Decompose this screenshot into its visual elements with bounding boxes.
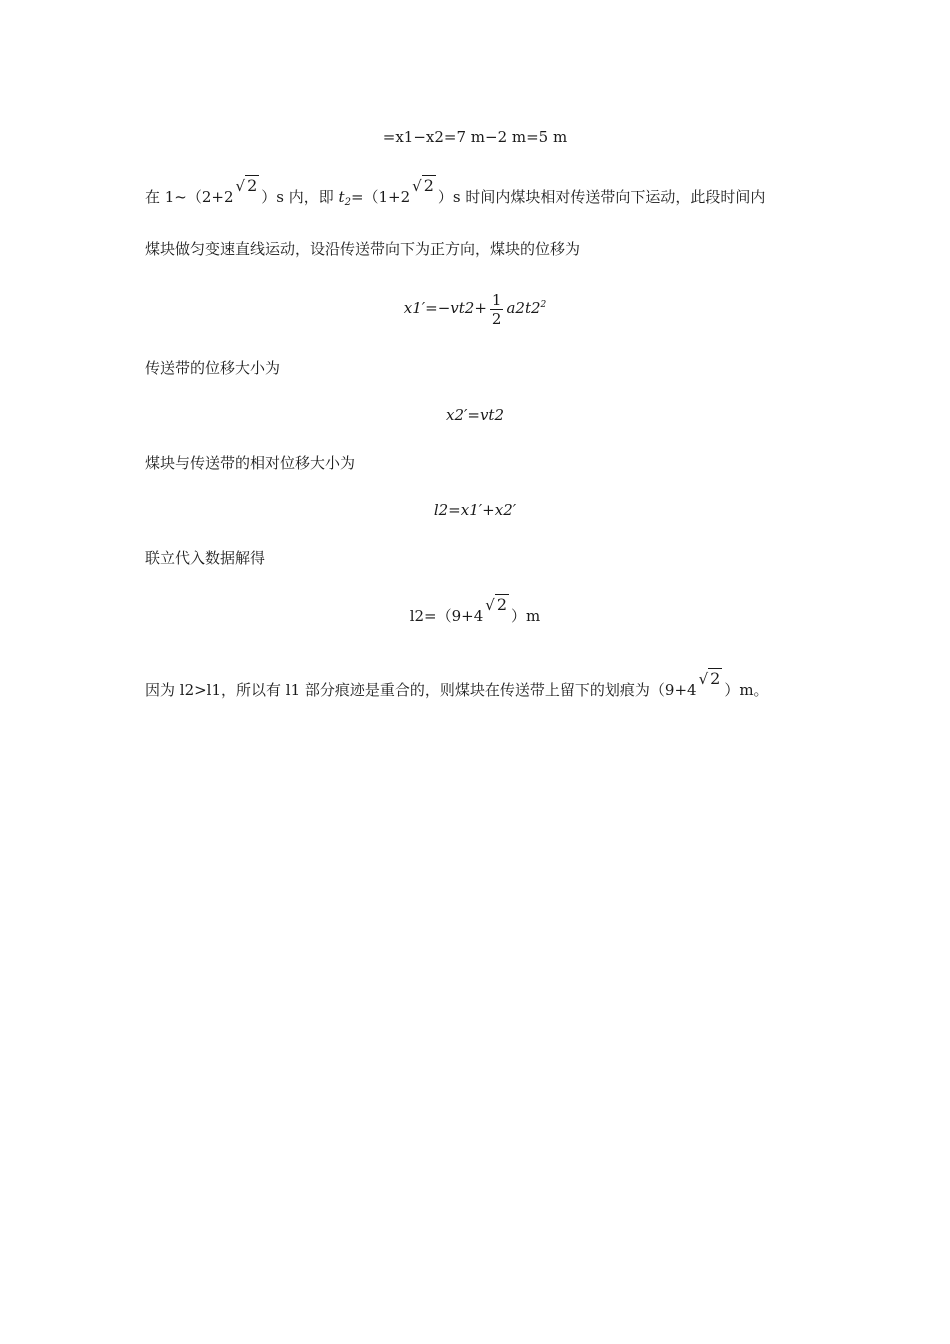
- equation-relative-displacement-1: [0, 127, 950, 147]
- equation-relative-displacement-2: [0, 500, 950, 520]
- text-segment: ）m。: [724, 681, 769, 699]
- equation-text: l2=x1′+x2′: [433, 501, 517, 519]
- paragraph-belt-displacement: 传送带的位移大小为: [145, 359, 281, 377]
- equation-lhs: x1′=−vt2+: [403, 299, 487, 317]
- equation-text: x2′=vt2: [445, 406, 505, 424]
- fraction-one-half: $\frac{1}{2}$: [491, 290, 502, 328]
- equation-rhs: a2t2: [506, 299, 541, 317]
- equation-block-displacement: [0, 287, 950, 328]
- sqrt-2: √ 2: [412, 176, 434, 195]
- paragraph-conclusion: [145, 669, 769, 700]
- paragraph-motion: 煤块做匀变速直线运动，设沿传送带向下为正方向，煤块的位移为: [145, 240, 581, 258]
- text-segment: l2=（9+4: [409, 607, 484, 625]
- text-segment: ）s 内，即: [261, 188, 339, 206]
- text-segment: 因为 l2>l1，所以有 l1 部分痕迹是重合的，则煤块在传送带上留下的划痕为（9+4: [145, 681, 697, 699]
- equation-text: =x1−x2=7 m−2 m=5 m: [382, 128, 568, 146]
- paragraph-solve: 联立代入数据解得: [145, 549, 266, 567]
- sqrt-2: √ 2: [485, 595, 508, 614]
- equation-belt-displacement: [0, 405, 950, 425]
- text-segment: ）s 时间内煤块相对传送带向下运动，此段时间内: [437, 188, 766, 206]
- equation-result: [0, 595, 950, 626]
- exponent: 2: [540, 300, 547, 310]
- text-segment: 在 1~（2+2: [145, 188, 234, 206]
- text-segment: =（1+2: [350, 188, 411, 206]
- text-segment: ）m: [511, 607, 541, 625]
- paragraph-relative-displacement: 煤块与传送带的相对位移大小为: [145, 454, 356, 472]
- sqrt-2: √ 2: [698, 669, 721, 688]
- paragraph-time-interval: 在 1~（2+2√ 2）s 内，即 $t_2=(1+2√$ 2）s 时间内煤块相对传送带向下运动，此段时间内: [145, 176, 766, 208]
- variable-t2: t: [338, 188, 345, 206]
- sqrt-2: √ 2: [235, 176, 258, 195]
